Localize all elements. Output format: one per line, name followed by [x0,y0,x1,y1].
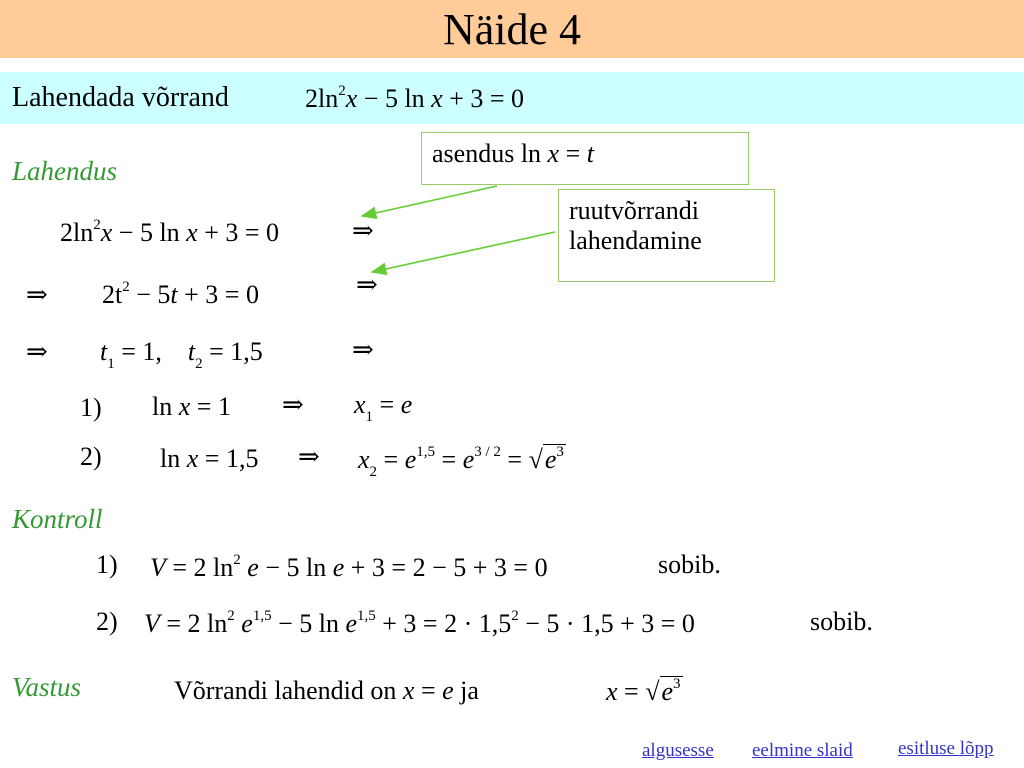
case-2-number: 2) [80,442,102,471]
arrow-quadratic [372,232,555,272]
implies-arrow: ⇒ [352,216,374,245]
slide-title: Näide 4 [442,5,582,54]
section-answer: Vastus [12,672,82,702]
implies-arrow: ⇒ [352,335,374,364]
case-1-solution: $x_1 = e$ [354,390,413,425]
nav-home-link[interactable]: algusesse [642,740,714,761]
nav-end-link[interactable]: esitluse lõpp [898,738,994,759]
nav-prev-link[interactable]: eelmine slaid [752,740,853,761]
implies-arrow: ⇒ [282,390,304,419]
check-1-verdict: sobib. [658,550,721,579]
answer-text: Võrrandi lahendid on x = e ja [174,676,479,705]
check-1-equation: V = 2 $\ln^2 e - 5$ ln e + 3 = 2 − 5 + 3 = 0 [150,552,548,582]
implies-arrow: ⇒ [298,442,320,471]
case-2-equation: ln x = 1,5 [160,444,259,473]
section-check: Kontroll [12,504,103,534]
case-1-number: 1) [80,393,102,422]
answer-sqrt: $x = √e^3$ [606,676,681,706]
task-equation: $2\ln^2x - 5$ ln x + 3 = 0 [305,83,525,113]
implies-arrow: ⇒ [26,337,48,366]
callout-substitution: asendus ln x = t [421,132,749,185]
case-2-solution: $x_2 = e^{1,5} = e^{3 / 2} = √e^3$ [358,444,564,480]
step-3-roots: $t_1 = 1$, $t_2 = 1,5$ [100,337,263,372]
step-2-equation: $2t^2 - 5t + 3 = 0$ [102,279,259,309]
task-label: Lahendada võrrand [12,82,229,113]
arrow-substitution [362,186,497,216]
case-1-equation: ln x = 1 [152,392,231,421]
check-1-number: 1) [96,550,118,579]
callout-quadratic: ruutvõrrandi lahendamine [558,189,775,282]
implies-arrow: ⇒ [356,270,378,299]
check-2-equation: V = 2 $\ln^2 e^{1,5} - 5$ $\ln e^{1,5} + 3 = 2 \cdot 1,5^2 - 5 \cdot 1,5 + 3 = 0$ [144,608,695,638]
check-2-number: 2) [96,607,118,636]
check-2-verdict: sobib. [810,607,873,636]
section-solution: Lahendus [12,156,118,186]
implies-arrow: ⇒ [26,280,48,309]
step-1-equation: $2\ln^2x - 5$ ln x + 3 = 0 [60,217,280,247]
